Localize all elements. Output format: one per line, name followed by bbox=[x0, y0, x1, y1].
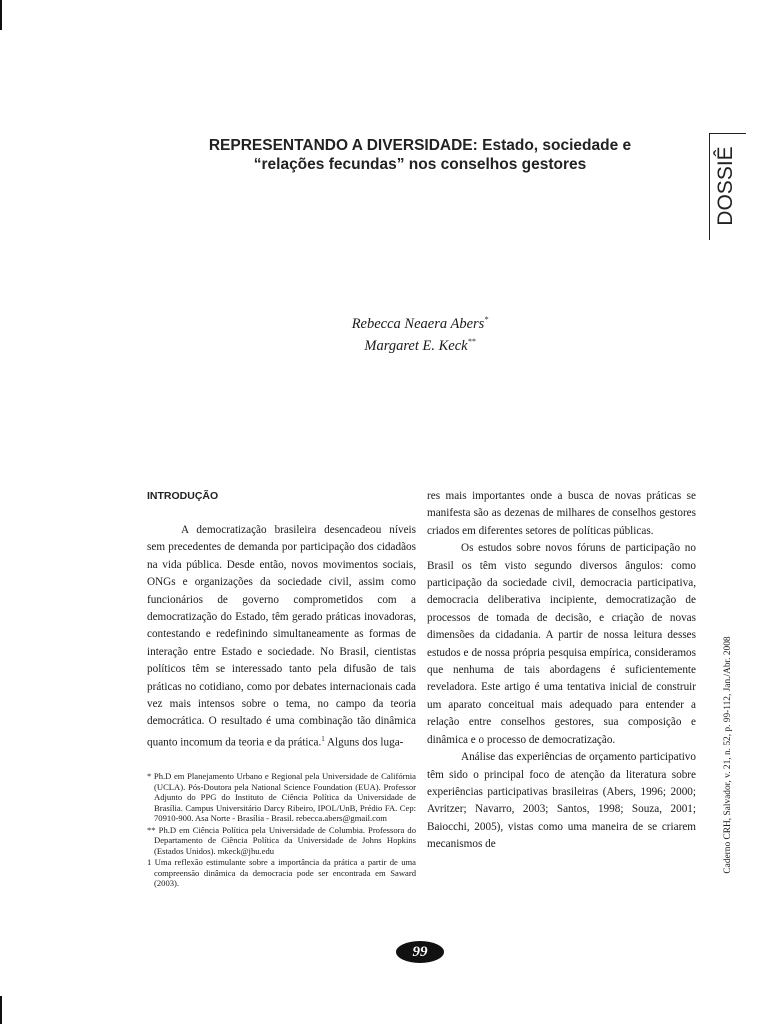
author-1: Rebecca Neaera Abers* bbox=[351, 315, 489, 332]
footnotes bbox=[147, 771, 416, 890]
footnote-3: 1 Uma reflexão estimulante sobre a importância da prática a partir de uma compreensão dinâmica da democracia pode ser encontrada em Saward (2003). bbox=[147, 857, 416, 888]
journal-citation: Caderno CRH, Salvador, v. 21, n. 52, p. 99-112, Jan./Abr. 2008 bbox=[723, 636, 733, 874]
footnote-1: * Ph.D em Planejamento Urbano e Regional pela Universidade de Califórnia (UCLA). Pós-Doutora pela National Science Foundation (EUA). Professor Adjunto do PPG do Instituto de Ciência Política da Universidade de Brasília. Campus Universitário Darcy Ribeiro, IPOL/UnB, Prédio FA. Cep: 70910-900. Asa Norte - Brasília - Brasil. rebecca.abers@gmail.com bbox=[147, 771, 416, 823]
article-title bbox=[150, 136, 690, 174]
title-line-2: “relações fecundas” nos conselhos gestores bbox=[253, 156, 587, 173]
left-column bbox=[147, 522, 416, 752]
right-column bbox=[427, 488, 696, 854]
authors bbox=[300, 311, 540, 355]
right-paragraph-2: Os estudos sobre novos fóruns de participação no Brasil os têm visto segundo diversos ângulos: como participação da sociedade civil, democracia participativa, democracia deliberativa incipiente, democratização de processos de tomada de decisão, e criação de novas dimensões da cidadania. A partir de nossa leitura desses estudos e de nossa própria pesquisa empírica, consideramos que nenhuma de tais abordagens é suficientemente reveladora. Este artigo é uma tentativa inicial de construir um aparato conceitual mais adequado para entender a relação entre conselhos gestores, sua composição e dinâmica e o processo de democratização. bbox=[427, 542, 696, 746]
title-line-1: REPRESENTANDO A DIVERSIDADE: Estado, sociedade e bbox=[208, 137, 632, 154]
section-label: DOSSIÊ bbox=[714, 146, 737, 226]
right-paragraph-1: res mais importantes onde a busca de novas práticas se manifesta são as dezenas de milhares de conselhos gestores criados em diferentes setores de políticas públicas. bbox=[427, 490, 696, 537]
right-paragraph-3: Análise das experiências de orçamento participativo têm sido o principal foco de atenção da literatura sobre experiências participativas brasileiras (Abers, 1996; 2000; Avritzer; Navarro, 2003; Santos, 1998; Souza, 2001; Baiocchi, 2005), vistas como uma maneira de se criarem mecanismos de bbox=[427, 751, 696, 851]
author-2-mark: ** bbox=[467, 336, 476, 346]
left-paragraph-1: A democratização brasileira desencadeou níveis sem precedentes de demanda por participação dos cidadãos na vida pública. Desde então, novos movimentos sociais, ONGs e organizações da sociedade civil, assim como funcionários de governo comprometidos com a democratização do Estado, têm gerado práticas inovadoras, contestando e redefinindo simultaneamente as formas de interação entre Estado e sociedade. No Brasil, cientistas políticos têm se interessado tanto pela difusão de tais práticas no cotidiano, como por debates internacionais cada vez mais intensos sobre o tema, no campo da teoria democrática. O resultado é uma combinação tão dinâmica quanto incomum da teoria e da prática.$^1$ Alguns dos luga- bbox=[147, 524, 416, 749]
crop-mark-bottom bbox=[0, 996, 2, 1024]
page-number: 99 bbox=[396, 941, 444, 963]
author-1-mark: * bbox=[484, 315, 489, 324]
footnote-2: ** Ph.D em Ciência Política pela Universidade de Columbia. Professora do Departamento de Ciência Política da Universidade de Johns Hopkins (Estados Unidos). mkeck@jhu.edu bbox=[147, 824, 416, 856]
intro-heading: INTRODUÇÃO bbox=[147, 490, 219, 502]
footnote-ref-1: 1 bbox=[321, 734, 325, 743]
author-2: Margaret E. Keck** bbox=[364, 336, 476, 354]
crop-mark-top bbox=[0, 0, 2, 30]
